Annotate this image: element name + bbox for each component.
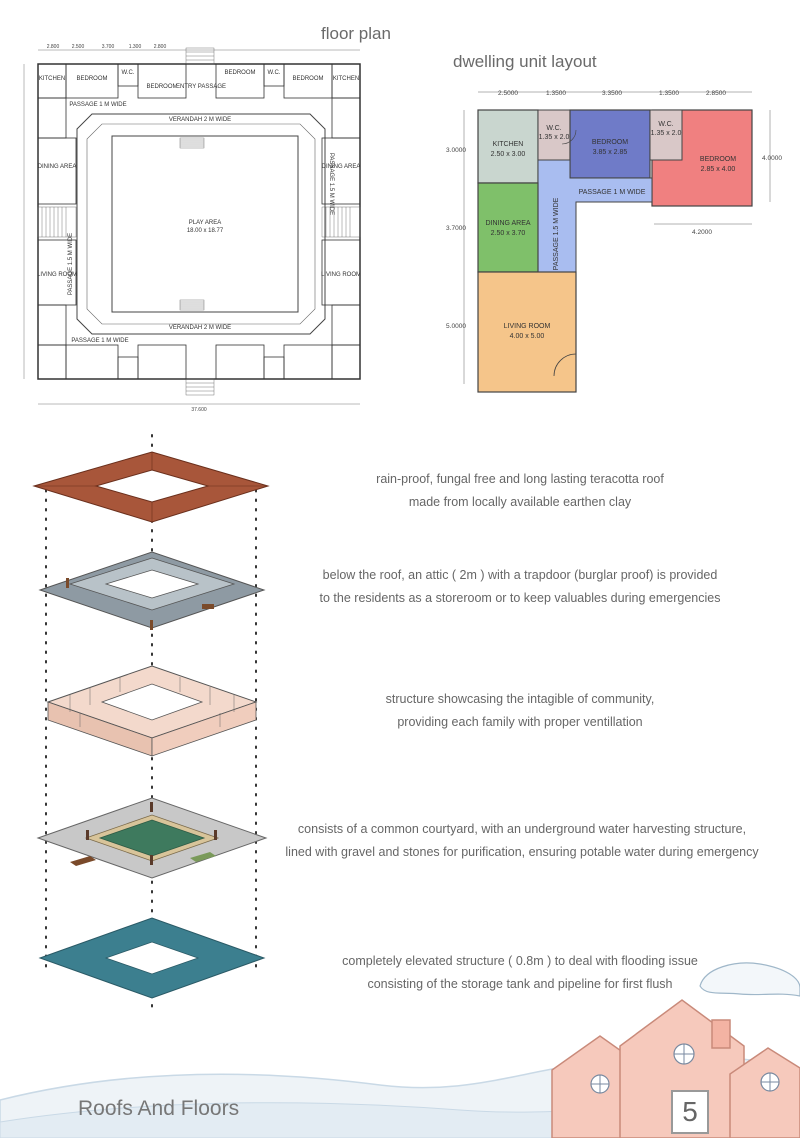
unit-left-dim-3: 5.0000 xyxy=(446,323,466,330)
layer-3-caption xyxy=(260,688,780,734)
fp-bedroom-tr: BEDROOM xyxy=(292,76,324,82)
unit-left-dim-1: 3.0000 xyxy=(446,147,466,154)
roof-layer xyxy=(34,452,268,522)
unit-bedroom2-label: BEDROOM xyxy=(699,156,737,163)
unit-wc2-label: W.C. xyxy=(658,121,674,128)
unit-dining xyxy=(478,183,538,272)
unit-top-dim-3: 3.3500 xyxy=(602,90,622,97)
unit-bedroom1-label: BEDROOM xyxy=(591,139,629,146)
fp-verandah-bottom: VERANDAH 2 M WIDE xyxy=(168,325,232,331)
layer-2-caption xyxy=(260,564,780,610)
structure-layer xyxy=(48,666,256,756)
unit-layout-drawing xyxy=(440,84,800,394)
fp-side-passage-right: PASSAGE 1.5 M WIDE xyxy=(328,152,334,216)
fp-side-passage-left: PASSAGE 1.5 M WIDE xyxy=(68,232,74,296)
fp-top-dim-1: 2.800 xyxy=(46,44,60,50)
fp-bedroom-tr2: BEDROOM xyxy=(224,70,256,76)
fp-overall-dim: 37.600 xyxy=(191,407,207,413)
unit-top-dim-5: 2.8500 xyxy=(706,90,726,97)
fp-wc-tl: W.C. xyxy=(121,70,135,76)
unit-top-dim-4: 1.3500 xyxy=(659,90,679,97)
layer-5-line-2: consisting of the storage tank and pipeline for first flush xyxy=(367,977,673,991)
exploded-axonometric xyxy=(30,430,280,1010)
unit-right-dim: 4.0000 xyxy=(762,155,782,162)
unit-top-dim-1: 2.5000 xyxy=(498,90,518,97)
fp-top-dim-4: 1.300 xyxy=(128,44,142,50)
floor-plan-title: floor plan xyxy=(321,24,391,43)
fp-bedroom-tl: BEDROOM xyxy=(76,76,108,82)
unit-left-dim-2: 3.7000 xyxy=(446,225,466,232)
fp-living-bl: LIVING ROOM xyxy=(36,272,78,278)
layer-1-line-2: made from locally available earthen clay xyxy=(408,495,632,509)
layer-4-line-1: consists of a common courtyard, with an underground water harvesting structure, xyxy=(297,822,747,836)
layer-5-line-1: completely elevated structure ( 0.8m ) to deal with flooding issue xyxy=(342,954,698,968)
unit-bottom-dim: 4.2000 xyxy=(692,229,712,236)
fp-verandah-top: VERANDAH 2 M WIDE xyxy=(168,117,232,123)
unit-kitchen-label: KITCHEN xyxy=(492,141,524,148)
fp-wc-tr: W.C. xyxy=(267,70,281,76)
unit-passage-h: PASSAGE 1 M WIDE xyxy=(578,189,646,196)
floor-plan-drawing xyxy=(20,44,390,414)
fp-bedroom-tl2: BEDROOM xyxy=(146,84,178,90)
fp-top-dim-5: 2.800 xyxy=(153,44,167,50)
layer-3-line-1: structure showcasing the intagible of community, xyxy=(385,692,655,706)
fp-kitchen-tr: KITCHEN xyxy=(332,76,360,82)
unit-wc1-size: 1.35 x 2.0 xyxy=(538,134,570,141)
fp-dining-tl: DINING AREA xyxy=(37,164,77,170)
layer-4-line-2: lined with gravel and stones for purification, ensuring potable water during emergency xyxy=(285,845,759,859)
unit-layout-title: dwelling unit layout xyxy=(453,52,597,71)
layer-1-caption xyxy=(260,468,780,514)
unit-wc1-label: W.C. xyxy=(546,125,562,132)
unit-bedroom1-size: 3.85 x 2.85 xyxy=(592,149,628,156)
fp-play-area-size: 18.00 x 18.77 xyxy=(186,228,224,234)
layer-1-line-1: rain-proof, fungal free and long lasting teracotta roof xyxy=(376,472,664,486)
layer-4-caption xyxy=(262,818,782,864)
layer-3-line-2: providing each family with proper ventillation xyxy=(397,715,643,729)
fp-living-br: LIVING ROOM xyxy=(320,272,362,278)
fp-passage-top: PASSAGE 1 M WIDE xyxy=(69,102,127,108)
layer-2-line-2: to the residents as a storeroom or to keep valuables during emergencies xyxy=(319,591,721,605)
unit-living xyxy=(478,272,576,392)
unit-bedroom2-size: 2.85 x 4.00 xyxy=(700,166,736,173)
unit-dining-label: DINING AREA xyxy=(485,220,531,227)
layer-2-line-1: below the roof, an attic ( 2m ) with a trapdoor (burglar proof) is provided xyxy=(322,568,718,582)
unit-living-label: LIVING ROOM xyxy=(503,323,551,330)
unit-dining-size: 2.50 x 3.70 xyxy=(490,230,526,237)
attic-layer xyxy=(40,552,264,630)
fp-dining-tr: DINING AREA xyxy=(321,164,361,170)
page-number: 5 xyxy=(671,1090,709,1134)
fp-kitchen-tl: KITCHEN xyxy=(38,76,66,82)
fp-passage-bottom: PASSAGE 1 M WIDE xyxy=(71,338,129,344)
fp-top-dim-3: 3.700 xyxy=(101,44,115,50)
unit-kitchen-size: 2.50 x 3.00 xyxy=(490,151,526,158)
unit-top-dim-2: 1.3500 xyxy=(546,90,566,97)
unit-wc2-size: 1.35 x 2.0 xyxy=(650,130,682,137)
fp-play-area: PLAY AREA xyxy=(188,220,222,226)
unit-passage-v: PASSAGE 1.5 M WIDE xyxy=(553,197,560,271)
footer-title: Roofs And Floors xyxy=(78,1097,240,1120)
fp-top-dim-2: 2.500 xyxy=(71,44,85,50)
fp-entry-passage-top: ENTRY PASSAGE xyxy=(175,84,227,90)
courtyard-layer xyxy=(38,798,266,878)
unit-living-size: 4.00 x 5.00 xyxy=(509,333,545,340)
